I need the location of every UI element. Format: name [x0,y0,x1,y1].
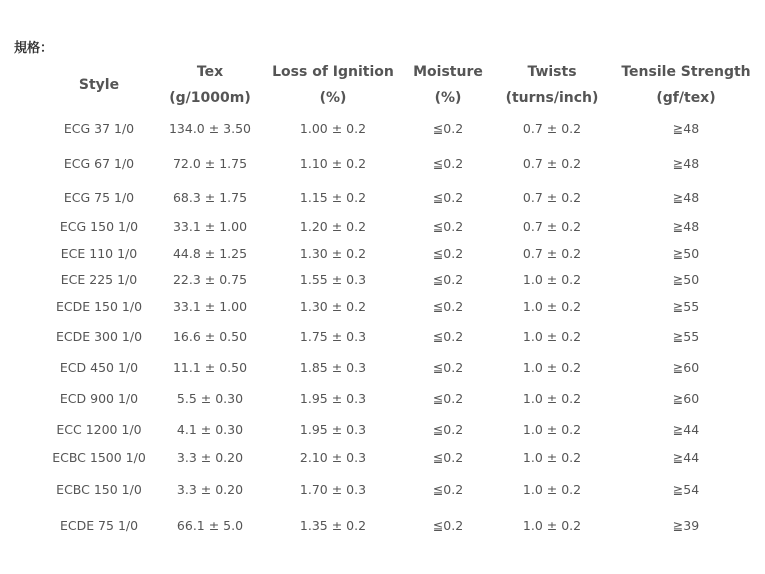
cell-tex: 44.8 ± 1.25 [172,245,248,261]
cell-style: ECDE 75 1/0 [59,517,139,533]
spec-table-body [42,111,762,542]
cell-twists: 1.0 ± 0.2 [522,481,582,497]
header-line2: (gf/tex) [656,89,716,106]
cell-style: ECBC 1500 1/0 [52,449,146,465]
cell-tensile-strength: ≧48 [672,219,700,234]
cell-tex: 11.1 ± 0.50 [172,360,248,375]
cell-twists: 1.0 ± 0.2 [522,360,582,375]
table-row [42,383,762,414]
cell-loss-of-ignition: 1.95 ± 0.3 [299,421,367,437]
cell-tensile-strength: ≧48 [672,156,700,171]
cell-moisture: ≦0.2 [432,449,464,465]
cell-twists: 0.7 ± 0.2 [522,156,582,171]
cell-moisture: ≦0.2 [432,189,464,205]
cell-twists: 1.0 ± 0.2 [522,517,582,533]
cell-twists: 1.0 ± 0.2 [522,299,582,314]
table-row [42,240,762,266]
cell-loss-of-ignition: 1.75 ± 0.3 [299,329,367,344]
cell-twists: 1.0 ± 0.2 [522,391,582,406]
cell-loss-of-ignition: 1.70 ± 0.3 [299,481,367,497]
cell-loss-of-ignition: 1.55 ± 0.3 [299,271,367,287]
cell-tex: 33.1 ± 1.00 [172,219,248,234]
cell-loss-of-ignition: 1.10 ± 0.2 [299,156,367,171]
table-row [42,414,762,444]
header-style [42,58,156,111]
cell-moisture: ≦0.2 [432,391,464,406]
table-row [42,470,762,508]
cell-tex: 68.3 ± 1.75 [172,189,248,205]
header-line1: Tensile Strength [621,63,751,80]
cell-twists: 0.7 ± 0.2 [522,121,582,136]
cell-loss-of-ignition: 1.85 ± 0.3 [299,360,367,375]
table-row [42,444,762,470]
cell-tex: 5.5 ± 0.30 [176,391,244,406]
cell-moisture: ≦0.2 [432,517,464,533]
cell-tensile-strength: ≧44 [672,449,700,465]
spec-section-label: 規格： [14,41,54,56]
cell-tensile-strength: ≧39 [672,517,700,533]
table-row [42,352,762,383]
cell-loss-of-ignition: 1.35 ± 0.2 [299,517,367,533]
header-line2: (%) [434,89,462,106]
header-line2: (%) [319,89,347,106]
cell-tex: 3.3 ± 0.20 [176,481,244,497]
header-tex [156,58,264,111]
cell-moisture: ≦0.2 [432,329,464,344]
header-line1: Tex [196,63,224,80]
cell-style: ECG 37 1/0 [63,121,135,136]
header-twists [494,58,610,111]
header-line2: (g/1000m) [169,89,251,106]
cell-twists: 1.0 ± 0.2 [522,329,582,344]
table-row [42,266,762,292]
header-moisture [402,58,494,111]
header-line2: (turns/inch) [505,89,599,106]
cell-moisture: ≦0.2 [432,245,464,261]
header-loss-of-ignition [264,58,402,111]
cell-loss-of-ignition: 1.95 ± 0.3 [299,391,367,406]
spec-table [42,58,762,542]
cell-moisture: ≦0.2 [432,299,464,314]
cell-twists: 0.7 ± 0.2 [522,245,582,261]
cell-twists: 0.7 ± 0.2 [522,219,582,234]
table-row [42,292,762,321]
cell-twists: 1.0 ± 0.2 [522,271,582,287]
cell-style: ECC 1200 1/0 [56,421,142,437]
cell-loss-of-ignition: 1.30 ± 0.2 [299,299,367,314]
cell-tex: 16.6 ± 0.50 [172,329,248,344]
cell-loss-of-ignition: 1.00 ± 0.2 [299,121,367,136]
header-row [42,58,762,111]
cell-tensile-strength: ≧44 [672,421,700,437]
cell-tex: 22.3 ± 0.75 [172,271,248,287]
cell-tex: 72.0 ± 1.75 [172,156,248,171]
table-row [42,213,762,240]
cell-style: ECE 225 1/0 [60,271,138,287]
cell-moisture: ≦0.2 [432,219,464,234]
cell-loss-of-ignition: 1.30 ± 0.2 [299,245,367,261]
header-line1: Twists [527,63,577,80]
cell-tensile-strength: ≧54 [672,481,700,497]
table-row [42,146,762,181]
cell-moisture: ≦0.2 [432,360,464,375]
header-line1: Style [78,76,120,93]
cell-tex: 66.1 ± 5.0 [176,517,244,533]
cell-tensile-strength: ≧55 [672,329,700,344]
cell-tensile-strength: ≧60 [672,391,700,406]
cell-tex: 33.1 ± 1.00 [172,299,248,314]
table-row [42,181,762,213]
cell-twists: 0.7 ± 0.2 [522,189,582,205]
cell-style: ECG 67 1/0 [63,156,135,171]
cell-twists: 1.0 ± 0.2 [522,421,582,437]
cell-moisture: ≦0.2 [432,421,464,437]
cell-style: ECDE 150 1/0 [55,299,143,314]
cell-tex: 4.1 ± 0.30 [176,421,244,437]
cell-twists: 1.0 ± 0.2 [522,449,582,465]
header-line1: Moisture [413,63,483,80]
cell-tensile-strength: ≧55 [672,299,700,314]
cell-style: ECG 75 1/0 [63,189,135,205]
cell-style: ECBC 150 1/0 [56,481,142,497]
cell-tensile-strength: ≧50 [672,271,700,287]
cell-style: ECDE 300 1/0 [55,329,143,344]
cell-tensile-strength: ≧50 [672,245,700,261]
cell-tex: 134.0 ± 3.50 [168,121,252,136]
cell-loss-of-ignition: 1.15 ± 0.2 [299,189,367,205]
cell-tensile-strength: ≧48 [672,189,700,205]
cell-moisture: ≦0.2 [432,121,464,136]
cell-loss-of-ignition: 2.10 ± 0.3 [299,449,367,465]
cell-tensile-strength: ≧60 [672,360,700,375]
cell-moisture: ≦0.2 [432,481,464,497]
header-line1: Loss of Ignition [272,63,394,80]
cell-tex: 3.3 ± 0.20 [176,449,244,465]
cell-loss-of-ignition: 1.20 ± 0.2 [299,219,367,234]
table-row [42,111,762,146]
cell-moisture: ≦0.2 [432,156,464,171]
cell-tensile-strength: ≧48 [672,121,700,136]
cell-style: ECD 450 1/0 [59,360,139,375]
header-tensile-strength [610,58,762,111]
cell-style: ECG 150 1/0 [59,219,139,234]
cell-moisture: ≦0.2 [432,271,464,287]
cell-style: ECD 900 1/0 [59,391,139,406]
table-row [42,508,762,542]
cell-style: ECE 110 1/0 [60,245,138,261]
table-row [42,321,762,352]
